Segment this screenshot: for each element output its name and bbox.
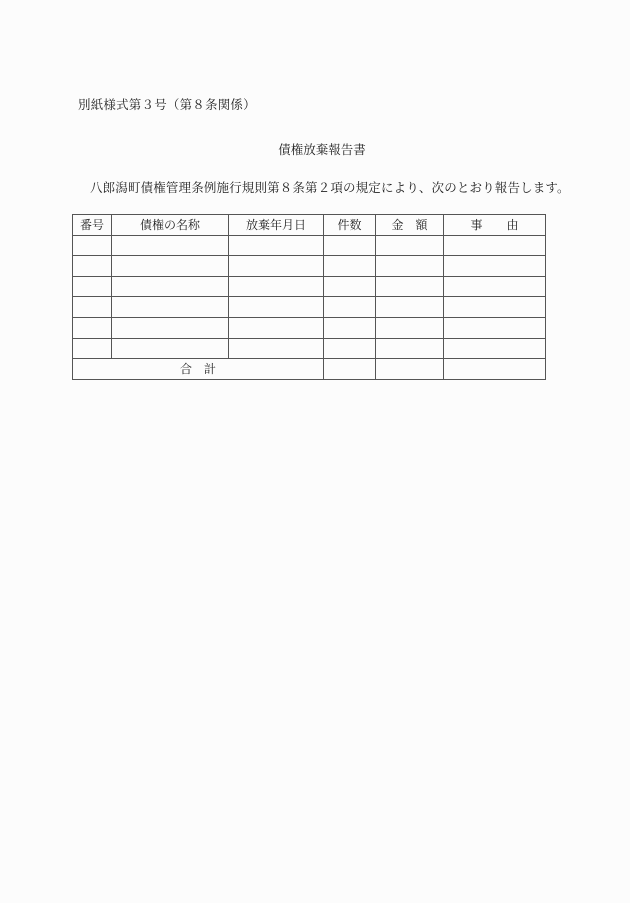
cell-reason[interactable] (444, 276, 546, 297)
cell-number[interactable] (73, 276, 112, 297)
cell-waiver-date[interactable] (229, 317, 324, 338)
cell-number[interactable] (73, 338, 112, 359)
cell-number[interactable] (73, 235, 112, 256)
cell-claim-name[interactable] (112, 297, 229, 318)
cell-reason[interactable] (444, 297, 546, 318)
report-table (72, 214, 546, 380)
cell-amount[interactable] (376, 276, 444, 297)
cell-count[interactable] (324, 338, 376, 359)
cell-amount[interactable] (376, 256, 444, 277)
form-number-label: 別紙様式第３号（第８条関係） (78, 97, 256, 112)
header-waiver-date: 放棄年月日 (229, 215, 324, 236)
cell-amount[interactable] (376, 338, 444, 359)
total-count[interactable] (324, 359, 376, 380)
table-row (73, 256, 546, 277)
cell-claim-name[interactable] (112, 235, 229, 256)
cell-amount[interactable] (376, 317, 444, 338)
cell-waiver-date[interactable] (229, 338, 324, 359)
cell-waiver-date[interactable] (229, 235, 324, 256)
cell-claim-name[interactable] (112, 276, 229, 297)
table-row (73, 317, 546, 338)
header-reason: 事 由 (444, 215, 546, 236)
total-label: 合 計 (73, 359, 324, 380)
header-claim-name: 債権の名称 (112, 215, 229, 236)
cell-count[interactable] (324, 317, 376, 338)
table-row (73, 235, 546, 256)
table-header-row (73, 215, 546, 236)
cell-reason[interactable] (444, 235, 546, 256)
cell-number[interactable] (73, 256, 112, 277)
cell-count[interactable] (324, 297, 376, 318)
intro-paragraph: 八郎潟町債権管理条例施行規則第８条第２項の規定により、次のとおり報告します。 (90, 180, 570, 195)
cell-reason[interactable] (444, 338, 546, 359)
cell-count[interactable] (324, 235, 376, 256)
cell-waiver-date[interactable] (229, 276, 324, 297)
cell-claim-name[interactable] (112, 256, 229, 277)
cell-number[interactable] (73, 317, 112, 338)
cell-amount[interactable] (376, 235, 444, 256)
total-reason[interactable] (444, 359, 546, 380)
cell-count[interactable] (324, 256, 376, 277)
table-row (73, 276, 546, 297)
header-amount: 金 額 (376, 215, 444, 236)
total-row (73, 359, 546, 380)
cell-amount[interactable] (376, 297, 444, 318)
header-count: 件数 (324, 215, 376, 236)
table-row (73, 338, 546, 359)
document-title: 債権放棄報告書 (278, 142, 366, 157)
cell-claim-name[interactable] (112, 317, 229, 338)
cell-number[interactable] (73, 297, 112, 318)
table-row (73, 297, 546, 318)
cell-waiver-date[interactable] (229, 256, 324, 277)
total-amount[interactable] (376, 359, 444, 380)
header-number: 番号 (73, 215, 112, 236)
cell-count[interactable] (324, 276, 376, 297)
cell-reason[interactable] (444, 256, 546, 277)
cell-waiver-date[interactable] (229, 297, 324, 318)
cell-reason[interactable] (444, 317, 546, 338)
cell-claim-name[interactable] (112, 338, 229, 359)
